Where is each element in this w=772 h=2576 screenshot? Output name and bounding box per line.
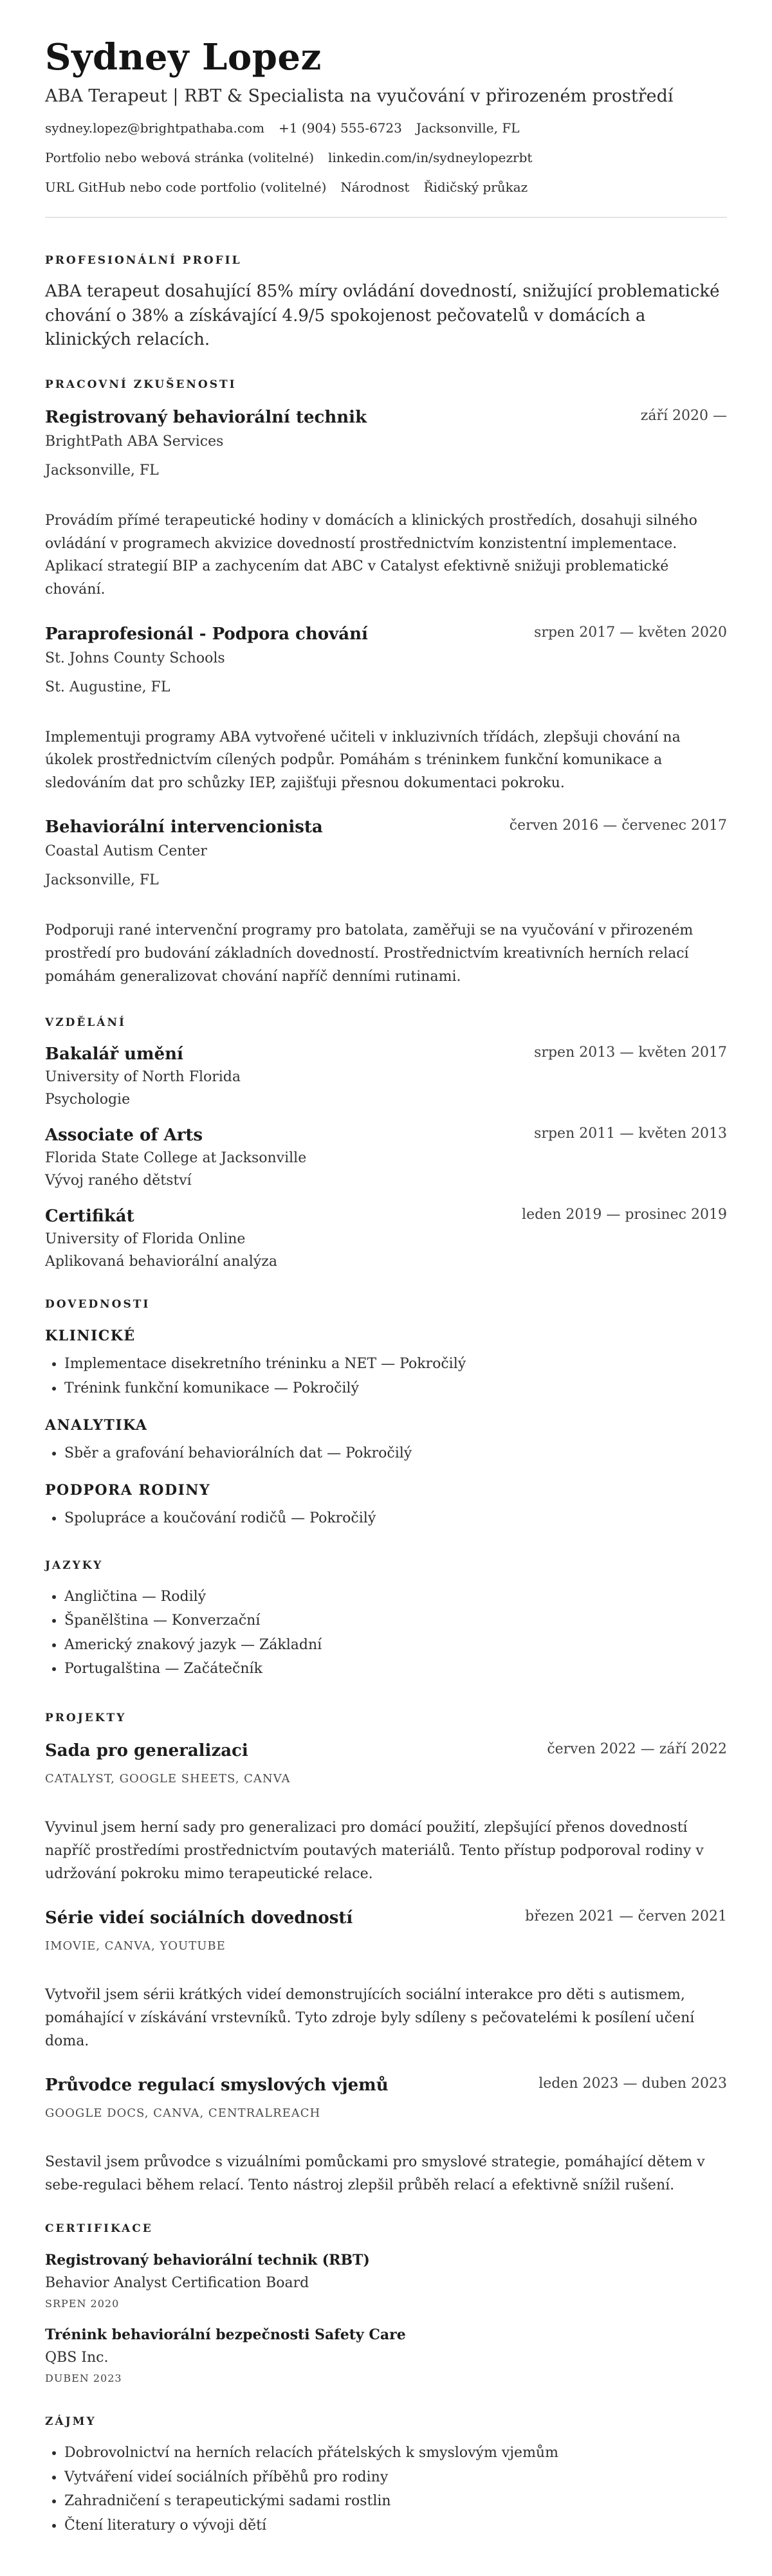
portfolio-label: Portfolio nebo webová stránka (volitelné) (45, 150, 315, 165)
experience-entry (45, 625, 727, 795)
skill-list (45, 1441, 727, 1465)
email-link[interactable]: sydney.lopez@brightpathaba.com (45, 120, 265, 136)
school-name: University of North Florida (45, 1069, 241, 1086)
degree-title: Bakalář umění (45, 1045, 183, 1064)
contact-row-2 (45, 150, 727, 165)
certification-issuer: Behavior Analyst Certification Board (45, 2275, 309, 2292)
education-entry (45, 1126, 727, 1189)
profile-section (45, 254, 727, 352)
education-section (45, 1016, 727, 1270)
experience-section (45, 378, 727, 988)
job-description: Podporuji rané intervenční programy pro batolata, zaměřuji se na vyučování v přirozeném prostředí pro budování základních dovedností. Prostřednictvím kreativních herních relací pomáhám generalizovat chování napříč denními rutinami. (45, 922, 694, 985)
certification-entry (45, 2252, 727, 2310)
education-entry (45, 1045, 727, 1108)
skill-group-title: KLINICKÉ (45, 1328, 136, 1345)
interest-item: • Zahradničení s terapeutickými sadami rostlin (64, 2489, 727, 2513)
skill-group (45, 1417, 727, 1465)
job-location: Jacksonville, FL (45, 872, 159, 889)
section-title: PROFESIONÁLNÍ PROFIL (45, 254, 242, 267)
section-title: JAZYKY (45, 1558, 104, 1572)
skill-group-title: ANALYTIKA (45, 1417, 148, 1434)
project-description: Vyvinul jsem herní sady pro generalizaci pro domácí použití, zlepšující přenos dovedností napříč prostředími prostřednictvím poutavých materiálů. Tento přístup podporoval rodiny v udržování pokroku mimo terapeutické relace. (45, 1820, 704, 1882)
skill-item: • Sběr a grafování behaviorálních dat — Pokročilý (64, 1441, 727, 1465)
skill-list (45, 1506, 727, 1530)
candidate-name: Sydney Lopez (45, 36, 322, 78)
interest-item: • Dobrovolnictví na herních relacích přátelských k smyslovým vjemům (64, 2441, 727, 2465)
project-description: Vytvořil jsem sérii krátkých videí demonstrujících sociální interakce pro děti s autismem, pomáhající v získávání vrstevníků. Tyto zdroje byly sdíleny s pečovatelémi k posílení učení doma. (45, 1987, 695, 2049)
job-dates: srpen 2017 — květen 2020 (534, 624, 727, 641)
languages-section (45, 1559, 727, 1681)
skill-item: • Implementace disekretního tréninku a NET — Pokročilý (64, 1352, 727, 1376)
project-dates: leden 2023 — duben 2023 (538, 2076, 727, 2092)
project-dates: červen 2022 — září 2022 (547, 1741, 727, 1758)
project-tools: GOOGLE DOCS, CANVA, CENTRALREACH (45, 2106, 321, 2121)
project-entry (45, 1908, 727, 2052)
project-entry (45, 2076, 727, 2197)
certification-date: DUBEN 2023 (45, 2372, 122, 2385)
candidate-headline: ABA Terapeut | RBT & Specialista na vyučování v přirozeném prostředí (45, 86, 674, 106)
employer: Coastal Autism Center (45, 843, 207, 860)
section-title: ZÁJMY (45, 2415, 96, 2429)
experience-entry (45, 818, 727, 988)
phone-number[interactable]: +1 (904) 555-6723 (279, 120, 402, 136)
field-of-study: Psychologie (45, 1092, 131, 1108)
location: Jacksonville, FL (416, 120, 520, 136)
section-title: VZDĚLÁNÍ (45, 1016, 126, 1030)
profile-summary: ABA terapeut dosahující 85% míry ovládání dovedností, snižující problematické chování o 38% a získávající 4.9/5 spokojenost pečovatelů v domácích a klinických relacích. (45, 282, 720, 350)
job-description: Provádím přímé terapeutické hodiny v domácích a klinických prostředích, dosahuji silného ovládání v programech akvizice dovedností prostřednictvím konzistentní implementace. Aplikací strategií BIP a zachycením dat ABC v Catalyst efektivně snižuji problematické chování. (45, 513, 697, 598)
skill-list (45, 1352, 727, 1400)
education-dates: srpen 2011 — květen 2013 (534, 1126, 727, 1142)
section-title: PROJEKTY (45, 1712, 127, 1725)
skill-group (45, 1328, 727, 1400)
skills-section (45, 1298, 727, 1531)
interest-list (45, 2441, 727, 2537)
project-dates: březen 2021 — červen 2021 (525, 1908, 727, 1925)
job-location: St. Augustine, FL (45, 679, 170, 695)
field-of-study: Vývoj raného dětství (45, 1173, 192, 1189)
job-title: Behaviorální intervencionista (45, 818, 323, 837)
employer: St. Johns County Schools (45, 650, 225, 666)
certification-name: Trénink behaviorální bezpečnosti Safety Care (45, 2326, 406, 2344)
certification-issuer: QBS Inc. (45, 2350, 109, 2366)
contact-row-1 (45, 120, 727, 136)
projects-section (45, 1712, 727, 2197)
github-label: URL GitHub nebo code portfolio (volitelné) (45, 179, 327, 195)
job-title: Paraprofesionál - Podpora chování (45, 624, 368, 644)
skill-item: • Spolupráce a koučování rodičů — Pokročilý (64, 1506, 727, 1530)
job-description: Implementuji programy ABA vytvořené učiteli v inkluzivních třídách, zlepšuji chování na úkolek prostřednictvím cílených podpůr. Pomáhám s tréninkem funkční komunikace a sledováním dat pro schůzky IEP, zajišťuji přesnou dokumentaci pokroku. (45, 729, 681, 791)
job-title: Registrovaný behaviorální technik (45, 408, 367, 428)
project-tools: IMOVIE, CANVA, YOUTUBE (45, 1939, 226, 1953)
job-dates: červen 2016 — červenec 2017 (509, 818, 727, 834)
certification-name: Registrovaný behaviorální technik (RBT) (45, 2252, 370, 2269)
field-of-study: Aplikovaná behaviorální analýza (45, 1254, 277, 1270)
language-item: • Americký znakový jazyk — Základní (64, 1633, 727, 1657)
education-entry (45, 1207, 727, 1270)
degree-title: Certifikát (45, 1207, 134, 1227)
drivers-license-label: Řidičský průkaz (423, 179, 528, 195)
section-title: PRACOVNÍ ZKUŠENOSTI (45, 378, 237, 392)
interests-section (45, 2415, 727, 2537)
language-item: • Portugalština — Začátečník (64, 1657, 727, 1681)
school-name: University of Florida Online (45, 1231, 246, 1248)
interest-item: • Vytváření videí sociálních příběhů pro rodiny (64, 2465, 727, 2489)
nationality-label: Národnost (340, 179, 410, 195)
skill-group-title: PODPORA RODINY (45, 1482, 211, 1499)
certification-entry (45, 2326, 727, 2384)
project-tools: CATALYST, GOOGLE SHEETS, CANVA (45, 1772, 291, 1786)
language-item: • Španělština — Konverzační (64, 1609, 727, 1632)
skill-group (45, 1482, 727, 1530)
degree-title: Associate of Arts (45, 1126, 203, 1146)
job-location: Jacksonville, FL (45, 462, 159, 479)
education-dates: leden 2019 — prosinec 2019 (522, 1207, 727, 1223)
resume-header (45, 36, 727, 218)
interest-item: • Čtení literatury o vývoji dětí (64, 2514, 727, 2537)
project-description: Sestavil jsem průvodce s vizuálními pomůckami pro smyslové strategie, pomáhající dětem v sebe-regulaci během relací. Tento nástroj zlepšil průběh relací a efektivně snížil rušení. (45, 2154, 705, 2193)
project-name: Sada pro generalizaci (45, 1741, 248, 1761)
project-name: Série videí sociálních dovedností (45, 1908, 353, 1928)
certification-date: SRPEN 2020 (45, 2297, 120, 2310)
job-dates: září 2020 — (640, 408, 727, 425)
skill-item: • Trénink funkční komunikace — Pokročilý (64, 1376, 727, 1400)
header-divider (45, 217, 727, 218)
project-name: Průvodce regulací smyslových vjemů (45, 2076, 389, 2096)
education-dates: srpen 2013 — květen 2017 (534, 1045, 727, 1061)
language-list (45, 1585, 727, 1681)
section-title: DOVEDNOSTI (45, 1298, 151, 1311)
project-entry (45, 1741, 727, 1885)
certifications-section (45, 2222, 727, 2384)
section-title: CERTIFIKACE (45, 2222, 153, 2236)
contact-row-3 (45, 179, 727, 195)
language-item: • Angličtina — Rodilý (64, 1585, 727, 1609)
experience-entry (45, 408, 727, 601)
employer: BrightPath ABA Services (45, 434, 224, 450)
school-name: Florida State College at Jacksonville (45, 1150, 307, 1167)
linkedin-link[interactable]: linkedin.com/in/sydneylopezrbt (328, 150, 533, 165)
